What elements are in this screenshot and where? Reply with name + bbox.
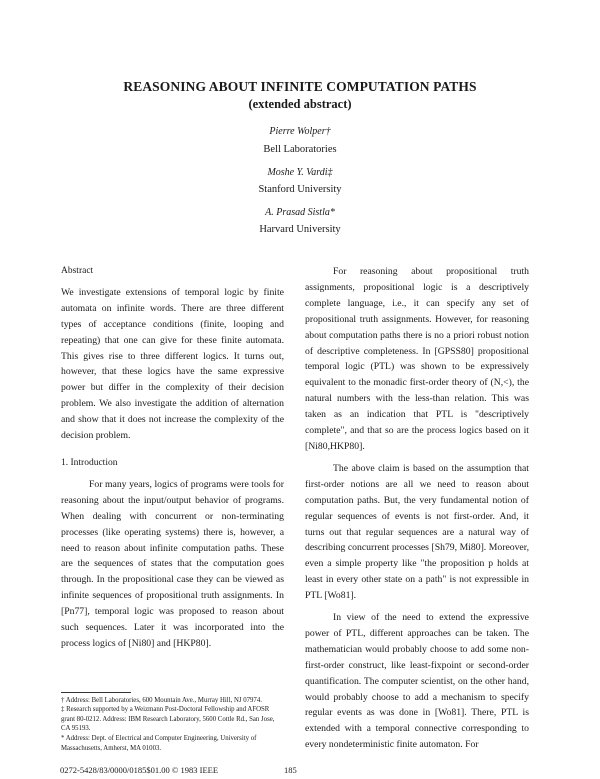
intro-paragraph: In view of the need to extend the expressive power of PTL, different approaches can be taken. The mathematician would probably choose to add some non-first-order construct, like least-fixpoint or second-order quantification. The computer scientist, on the other hand, would probably choose to add a mechanism to specify regular events as was done in [Wo81]. There, PTL is extended with a temporal connective corresponding to every nondeterministic finite automaton. For xyxy=(305,612,529,751)
right-column xyxy=(305,264,529,753)
footnotes xyxy=(61,684,284,754)
introduction-heading: 1. Introduction xyxy=(61,457,118,468)
footnote: † Address: Bell Laboratories, 600 Mountain Ave., Murray Hill, NJ 07974. xyxy=(61,696,262,704)
author-name: Moshe Y. Vardi‡ xyxy=(267,167,333,178)
footnote: ‡ Research supported by a Weizmann Post-Doctoral Fellowship and AFOSR grant 80-0212. Address: IBM Research Laboratory, 5600 Cottle Rd., San Jose, CA 95193. xyxy=(61,706,275,733)
footnote-rule xyxy=(61,692,131,693)
page-number: 185 xyxy=(284,765,297,776)
two-column-body xyxy=(61,264,529,753)
intro-paragraph: For many years, logics of programs were tools for reasoning about the input/output behavior of programs. When dealing with concurrent or non-terminating processes (like operating systems) there is, however, a need to reason about infinite computation paths. These are the sequences of states that the computation goes through. In the propositional case they can be viewed as infinite sequences of propositional truth assignments. In [Pn77], temporal logic was proposed to reason about such sequences. Later it was incorporated into the process logics of [Ni80] and [HKP80]. xyxy=(61,478,284,649)
page-footer xyxy=(61,765,529,779)
author-name: Pierre Wolper† xyxy=(269,126,331,137)
author-affiliation: Bell Laboratories xyxy=(263,144,337,155)
copyright-line: 0272-5428/83/0000/0185$01.00 © 1983 IEEE xyxy=(60,765,219,776)
intro-paragraph: For reasoning about propositional truth assignments, propositional logic is a descriptively complete language, i.e., it can specify any set of propositional truth assignments. However, for reasoning about computation paths there is no a priori robust notion of descriptive completeness. In [GPSS80] propositional temporal logic (PTL) was shown to be expressively equivalent to the monadic first-order theory of (N,<), the natural numbers with the less-than relation. This was taken as an indication that PTL is "descriptively complete", and that so are the process logics based on it [Ni80,HKP80]. xyxy=(305,266,529,452)
author-affiliation: Stanford University xyxy=(258,184,342,195)
paper-subtitle: (extended abstract) xyxy=(248,97,352,111)
author-name: A. Prasad Sistla* xyxy=(265,207,335,218)
left-column xyxy=(61,264,284,753)
abstract-heading: Abstract xyxy=(61,266,94,276)
abstract-text: We investigate extensions of temporal logic by finite automata on infinite words. There are three different types of acceptance conditions (finite, looping and repeating) that one can give for these finite automata. This gives rise to three different logics. It turns out, however, that these logics have the same expressive power but differ in the complexity of their decision problem. We also investigate the addition of alternation and show that it does not increase the complexity of the decision problem. xyxy=(61,286,284,442)
intro-paragraph: The above claim is based on the assumption that first-order notions are all we need to reason about computation paths. But, the very fundamental notion of regular sequences of events is not first-order. And, it turns out that regular sequences are a natural way of describing concurrent processes [Sh79, Mi80]. Moreover, even a simple property like "the proposition p holds at least in every other state on a path" is not expressible in PTL [Wo81]. xyxy=(305,462,529,602)
body-flow xyxy=(61,264,529,779)
author-affiliation: Harvard University xyxy=(259,224,341,235)
footnote: * Address: Dept. of Electrical and Computer Engineering, University of Massachusetts, Amherst, MA 01003. xyxy=(61,735,257,752)
paper-title: REASONING ABOUT INFINITE COMPUTATION PATHS xyxy=(123,79,477,94)
